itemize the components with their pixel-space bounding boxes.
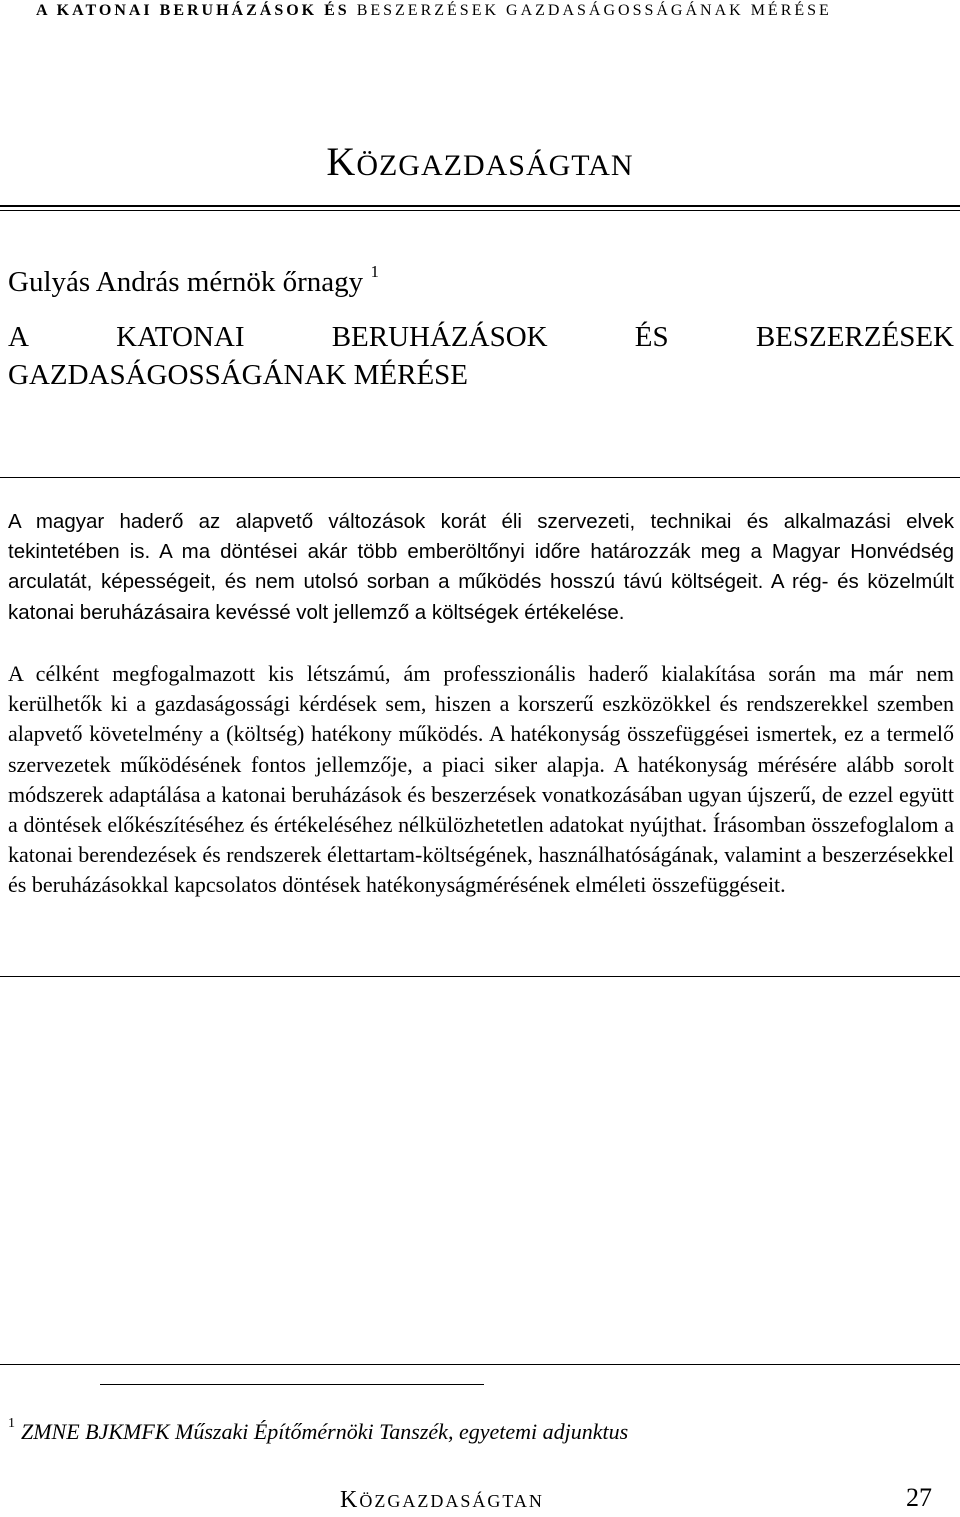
abstract: A magyar haderő az alapvető változások korát éli szervezeti, technikai és alkalmazási elvek tekintetében is. A ma döntései akár több emberöltőnyi időre határozzák meg a Magyar Honvédség arculatát, képességeit, és nem utolsó sorban a működés hosszú távú költségeit. A rég- és közelmúlt katonai beruházásaira kevéssé volt jellemző a költségek értékelése. xyxy=(8,510,954,624)
footer-title xyxy=(340,1487,544,1514)
running-header-normal: BESZERZÉSEK GAZDASÁGOSSÁGÁNAK MÉRÉSE xyxy=(356,2,832,19)
footnote-mark: 1 xyxy=(8,1416,15,1431)
section-title-rest: ÖZGAZDASÁGTAN xyxy=(356,149,634,182)
article-title-line1 xyxy=(8,318,954,356)
abstract-top-rule xyxy=(0,477,960,478)
page-number: 27 xyxy=(906,1483,932,1512)
abstract-bottom-rule xyxy=(0,976,960,977)
title-divider xyxy=(0,205,960,211)
article-title xyxy=(8,318,954,394)
body-paragraph: A célként megfogalmazott kis létszámú, ám professzionális haderő kialakítása során ma már nem kerülhetők ki a gazdaságossági kérdések sem, hiszen a korszerű eszközökkel és rendszerekkel szemben alapvető követelmény a (költség) hatékony működés. A hatékonyság összefüggései ismertek, ez a termelő szervezetek működésének fontos jellemzője, a piaci siker alapja. A hatékonyság mérésére alább sorolt módszerek adaptálása a katonai beruházások és beszerzések vonatkozásában ugyan újszerű, de ezzel együtt a döntések előkészítéséhez és értékeléséhez nélkülözhetetlen adatokat nyújthat. Írásomban összefoglalom a katonai berendezések és rendszerek élettartam-költségének, használhatóságának, valamint a beszerzésekkel és beruházásokkal kapcsolatos döntések hatékonyságmérésének elméleti összefüggéseit. xyxy=(8,661,954,898)
author-footnote-mark: 1 xyxy=(370,262,379,281)
footnote-separator xyxy=(100,1384,484,1385)
running-header xyxy=(36,2,926,20)
section-title xyxy=(0,138,960,185)
article-title-line2: GAZDASÁGOSSÁGÁNAK MÉRÉSE xyxy=(8,359,469,391)
running-header-bold: A KATONAI BERUHÁZÁSOK ÉS xyxy=(36,2,350,19)
footnote-text: ZMNE BJKMFK Műszaki Építőmérnöki Tanszék, egyetemi adjunktus xyxy=(21,1419,629,1444)
title-word: BERUHÁZÁSOK xyxy=(331,321,548,353)
author-line xyxy=(8,262,379,299)
footnote-area-rule xyxy=(0,1364,960,1365)
footer-title-rest: ÖZGAZDASÁGTAN xyxy=(359,1491,544,1511)
title-word: ÉS xyxy=(634,321,669,353)
title-word: KATONAI xyxy=(116,321,245,353)
author-name: Gulyás András mérnök őrnagy xyxy=(8,266,364,298)
title-word: BESZERZÉSEK xyxy=(755,321,954,353)
footer-title-initial: K xyxy=(340,1487,360,1513)
section-title-initial: K xyxy=(326,139,357,184)
title-word: A xyxy=(8,321,29,353)
footnote xyxy=(8,1416,628,1445)
